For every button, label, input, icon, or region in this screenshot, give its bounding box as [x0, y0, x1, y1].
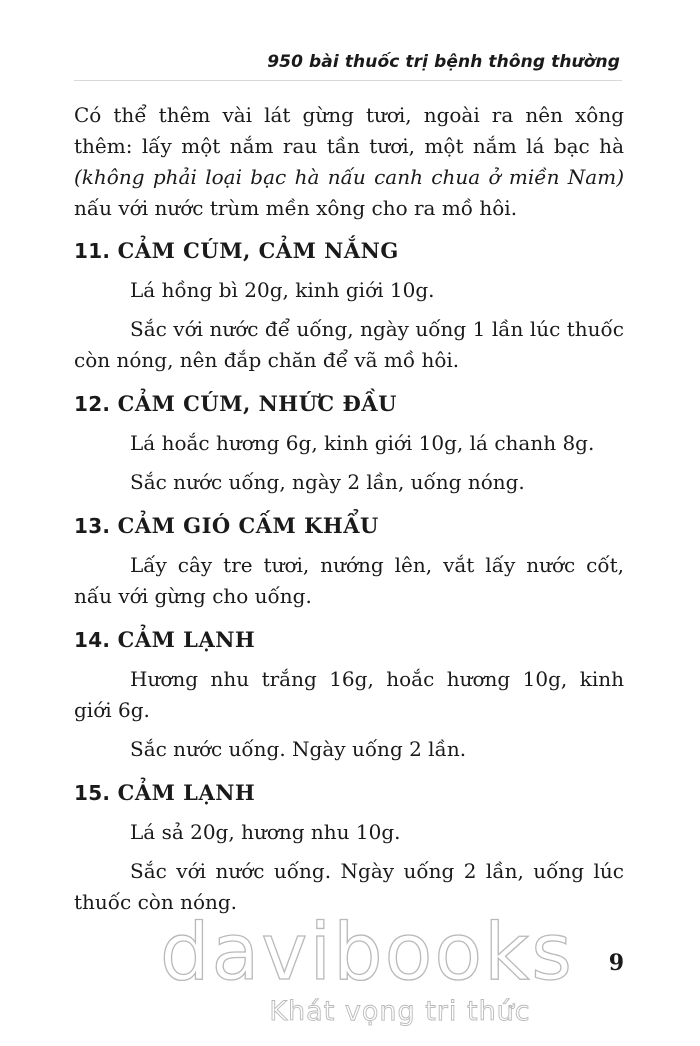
section-title: CẢM LẠNH — [117, 627, 256, 652]
section-11-line-1: Lá hồng bì 20g, kinh giới 10g. — [130, 278, 435, 302]
page-number: 9 — [608, 950, 624, 976]
section-13-line-1: Lấy cây tre tươi, nướng lên, vắt lấy nước cốt, nấu với gừng cho uống. — [74, 553, 624, 608]
header-rule — [74, 80, 622, 81]
section-number: 12. — [74, 392, 111, 416]
section-number: 11. — [74, 239, 111, 263]
section-title: CẢM CÚM, CẢM NẮNG — [117, 238, 399, 263]
section-15-line-2: Sắc với nước uống. Ngày uống 2 lần, uống lúc thuốc còn nóng. — [74, 859, 624, 914]
section-15-line-1: Lá sả 20g, hương nhu 10g. — [130, 820, 401, 844]
section-12-line-2: Sắc nước uống, ngày 2 lần, uống nóng. — [130, 470, 525, 494]
section-title: CẢM GIÓ CẤM KHẨU — [117, 513, 379, 538]
section-heading-11 — [74, 235, 624, 267]
section-14-line-2: Sắc nước uống. Ngày uống 2 lần. — [130, 737, 467, 761]
section-heading-12 — [74, 388, 624, 420]
section-heading-14 — [74, 624, 624, 656]
section-title: CẢM LẠNH — [117, 780, 256, 805]
section-heading-15 — [74, 777, 624, 809]
section-14-line-1: Hương nhu trắng 16g, hoắc hương 10g, kinh giới 6g. — [74, 667, 624, 722]
section-number: 14. — [74, 628, 111, 652]
intro-text-start: Có thể thêm vài lát gừng tươi, ngoài ra nên xông thêm: lấy một nắm rau tần tươi, một nắm lá bạc hà — [74, 103, 624, 158]
section-12-line-1: Lá hoắc hương 6g, kinh giới 10g, lá chanh 8g. — [130, 431, 595, 455]
watermark-brand: davibooks — [160, 908, 574, 998]
page-content — [74, 100, 624, 918]
watermark-tagline: Khát vọng tri thức — [269, 996, 531, 1027]
intro-paragraph — [74, 100, 624, 224]
running-header: 950 bài thuốc trị bệnh thông thường — [267, 52, 620, 72]
section-number: 15. — [74, 781, 111, 805]
intro-italic-note: (không phải loại bạc hà nấu canh chua ở miền Nam) — [74, 165, 624, 189]
section-heading-13 — [74, 510, 624, 542]
section-number: 13. — [74, 514, 111, 538]
intro-text-end: nấu với nước trùm mền xông cho ra mồ hôi. — [74, 196, 518, 220]
watermark — [160, 905, 574, 1029]
section-title: CẢM CÚM, NHỨC ĐẦU — [117, 391, 397, 416]
section-11-line-2: Sắc với nước để uống, ngày uống 1 lần lúc thuốc còn nóng, nên đắp chăn để vã mồ hôi. — [74, 317, 624, 372]
